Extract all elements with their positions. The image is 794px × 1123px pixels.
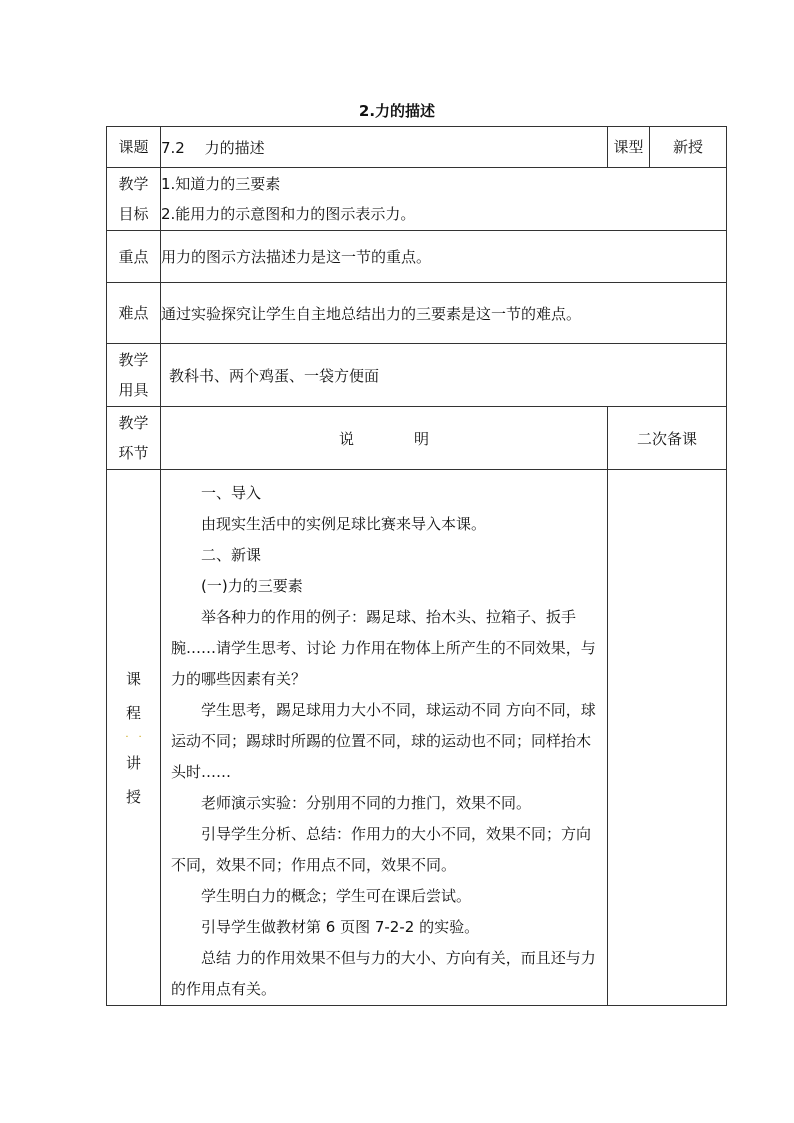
paragraph: 举各种力的作用的例子：踢足球、抬木头、拉箱子、扳手腕……请学生思考、讨论 力作用在物体上所产生的不同效果，与力的哪些因素有关？ bbox=[171, 608, 596, 688]
paragraph: (一)力的三要素 bbox=[201, 577, 303, 595]
topic-value: 7.2 力的描述 bbox=[161, 127, 608, 168]
paragraph: 二、新课 bbox=[201, 546, 262, 564]
paragraph: 由现实生活中的实例足球比赛来导入本课。 bbox=[201, 515, 487, 533]
row-goals bbox=[107, 168, 727, 231]
lesson-plan-table bbox=[106, 126, 727, 1006]
row-topic bbox=[107, 127, 727, 168]
goal-item: 2.能用力的示意图和力的图示表示力。 bbox=[161, 205, 416, 223]
row-teaching-stage bbox=[107, 407, 727, 470]
second-preparation-cell bbox=[608, 470, 727, 1006]
paragraph: 引导学生做教材第 6 页图 7-2-2 的实验。 bbox=[201, 918, 480, 936]
stage-description-header: 说 明 bbox=[161, 407, 608, 470]
course-teaching-label: 课 程 · · 讲 授 bbox=[107, 470, 161, 1006]
goal-item: 1.知道力的三要素 bbox=[161, 175, 281, 193]
lesson-type-value: 新授 bbox=[650, 127, 727, 168]
tools-label: 教学 用具 bbox=[107, 344, 161, 407]
tools-value: 教科书、两个鸡蛋、一袋方便面 bbox=[161, 344, 727, 407]
row-key-point bbox=[107, 231, 727, 283]
page-title: 2.力的描述 bbox=[358, 102, 436, 120]
paragraph: 学生思考，踢足球用力大小不同，球运动不同 方向不同，球运动不同；踢球时所踢的位置不同，球的运动也不同；同样抬木头时…… bbox=[171, 701, 596, 781]
paragraph: 学生明白力的概念；学生可在课后尝试。 bbox=[201, 887, 472, 905]
second-preparation-header: 二次备课 bbox=[608, 407, 727, 470]
row-course-teaching bbox=[107, 470, 727, 1006]
paragraph: 引导学生分析、总结：作用力的大小不同，效果不同；方向不同，效果不同；作用点不同，效果不同。 bbox=[171, 825, 592, 874]
goals-label: 教学 目标 bbox=[107, 168, 161, 231]
key-point-label: 重点 bbox=[107, 231, 161, 283]
stage-label: 教学 环节 bbox=[107, 407, 161, 470]
paragraph: 总结 力的作用效果不但与力的大小、方向有关，而且还与力的作用点有关。 bbox=[171, 949, 596, 998]
row-difficult-point bbox=[107, 283, 727, 344]
difficult-point-value: 通过实验探究让学生自主地总结出力的三要素是这一节的难点。 bbox=[161, 283, 727, 344]
course-content bbox=[161, 470, 608, 1006]
topic-label: 课题 bbox=[107, 127, 161, 168]
paragraph: 一、导入 bbox=[201, 484, 262, 502]
difficult-point-label: 难点 bbox=[107, 283, 161, 344]
goals-content bbox=[161, 168, 727, 231]
key-point-value: 用力的图示方法描述力是这一节的重点。 bbox=[161, 231, 727, 283]
row-teaching-tools bbox=[107, 344, 727, 407]
decorative-dots: · · bbox=[125, 731, 142, 743]
lesson-type-label: 课型 bbox=[608, 127, 650, 168]
paragraph: 老师演示实验：分别用不同的力推门，效果不同。 bbox=[201, 794, 532, 812]
